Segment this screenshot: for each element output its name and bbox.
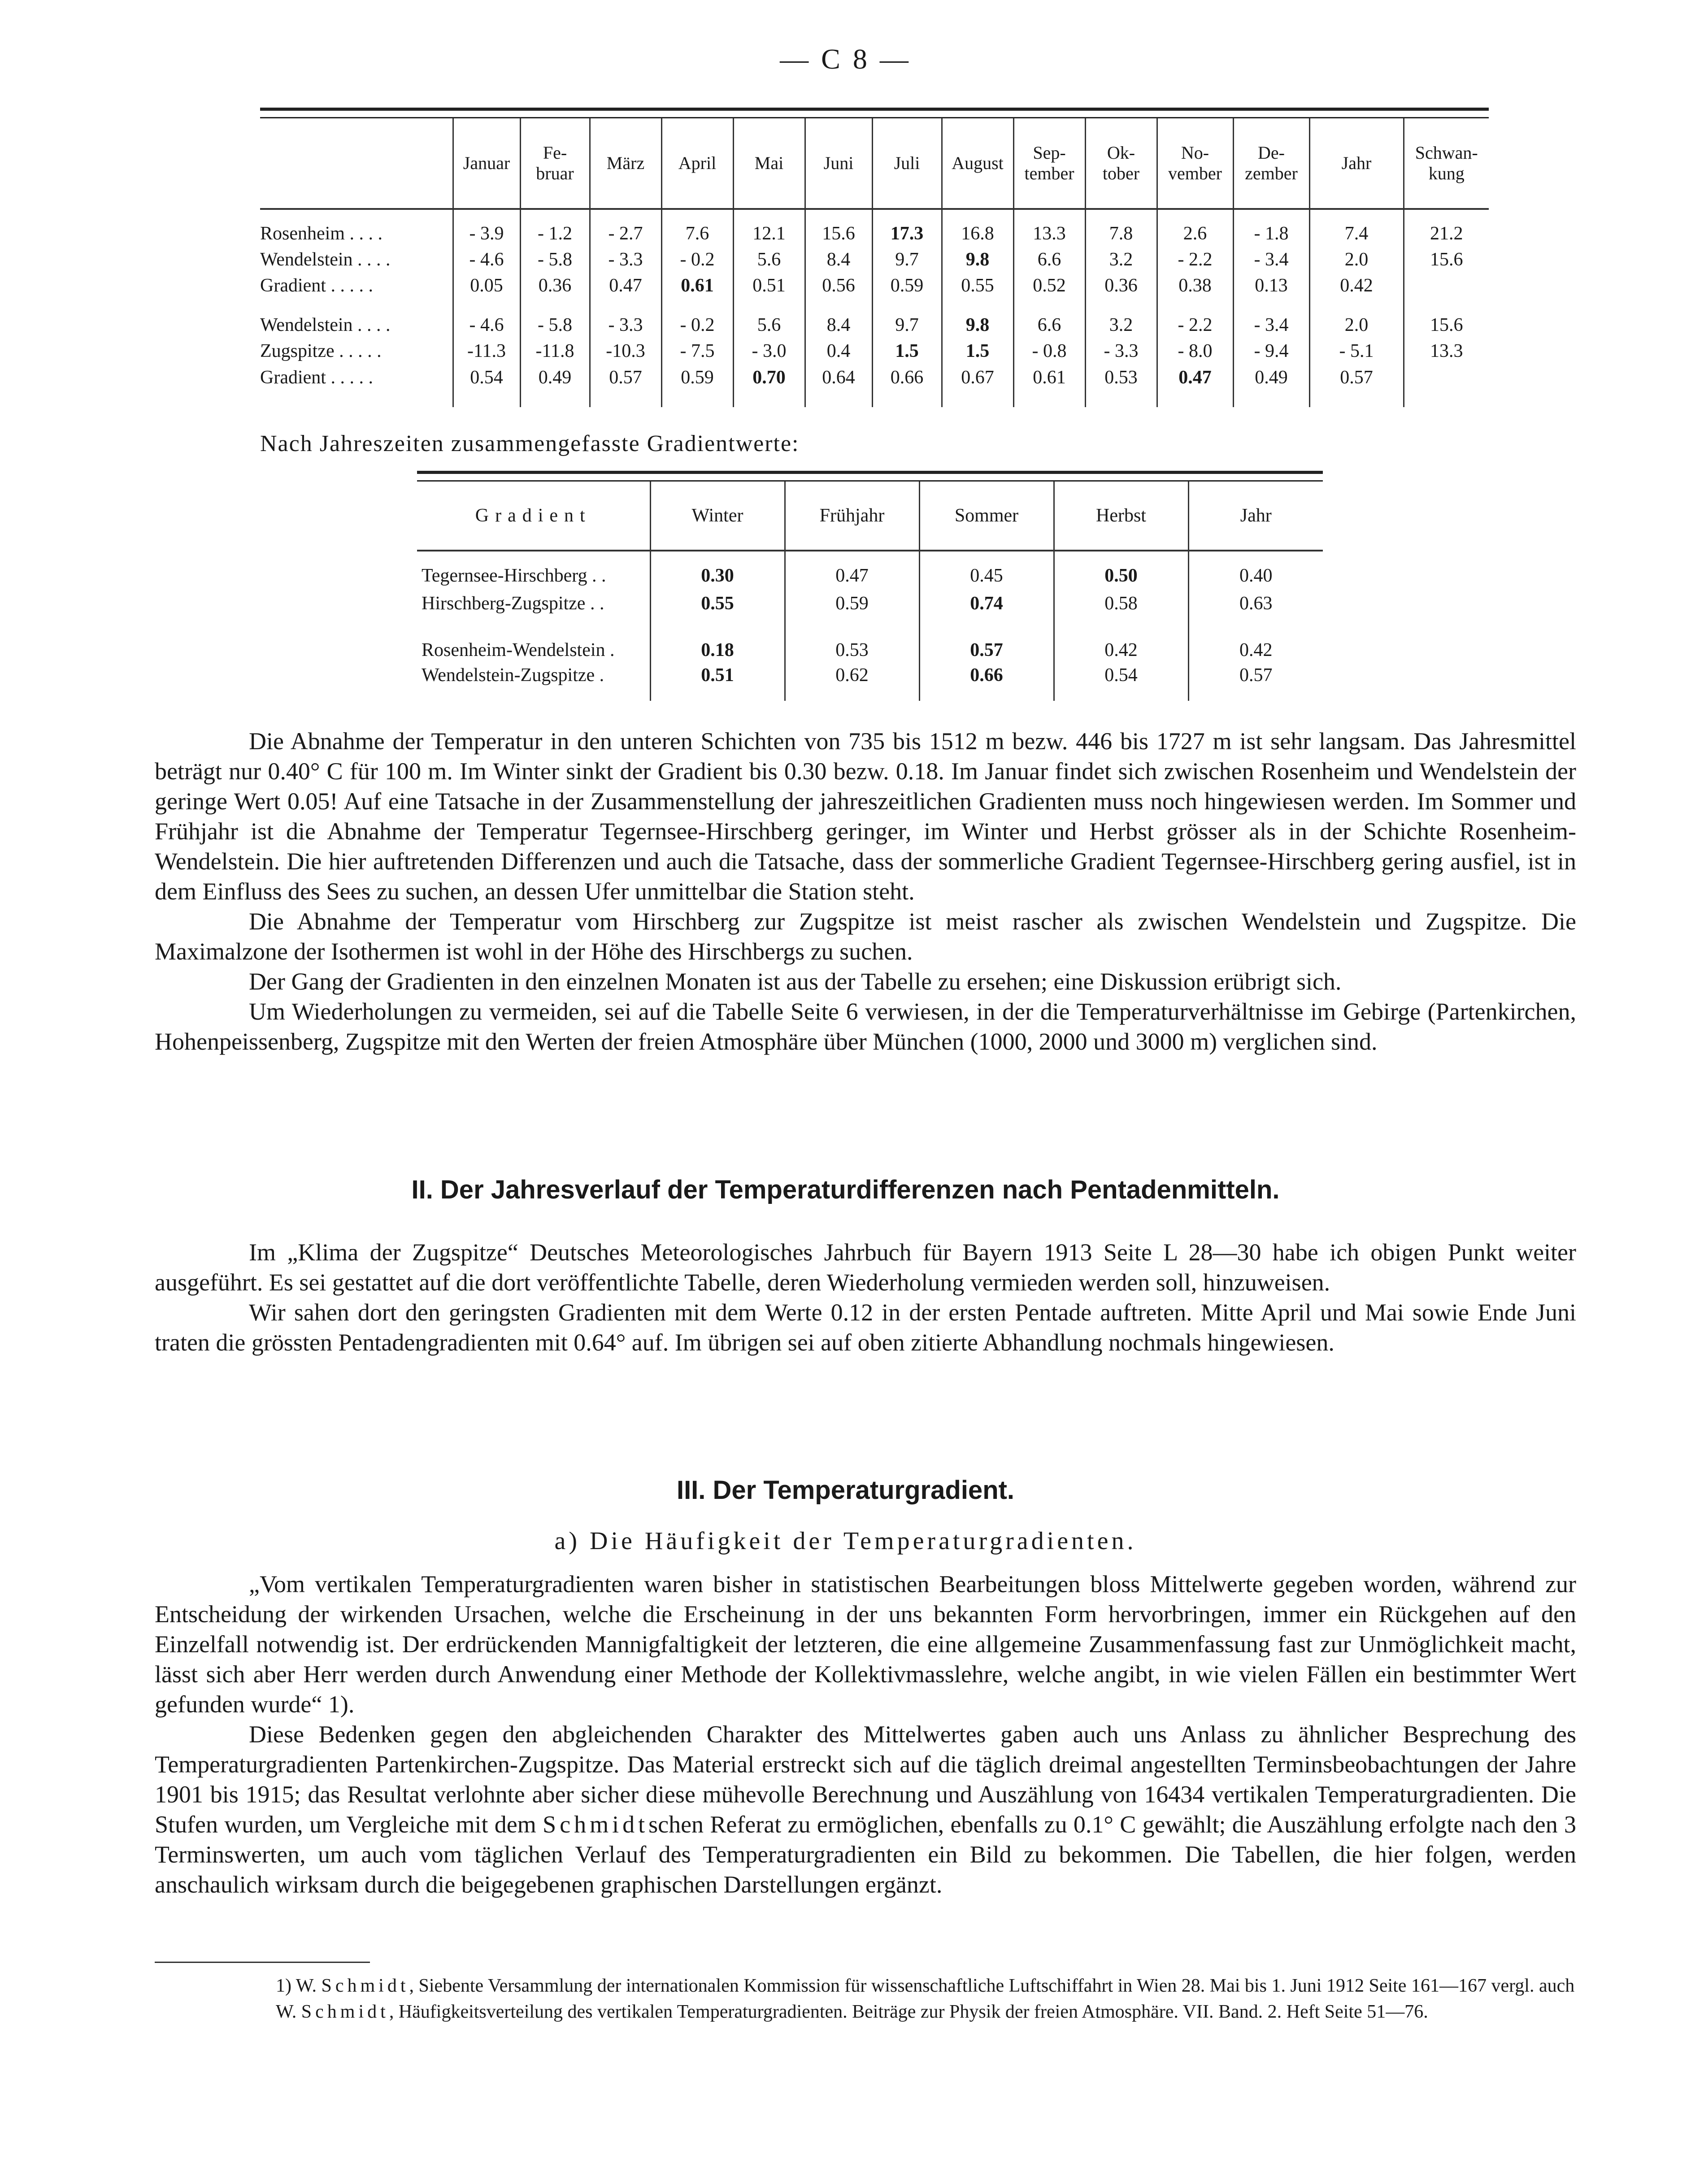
table-cell: 0.51 [733,273,805,299]
row-label: Rosenheim . . . . [260,223,383,244]
row-label: Wendelstein . . . . [260,315,391,335]
table-cell: 0.55 [650,590,785,617]
seasonal-gradient-table-wrapper [417,471,1323,701]
column-header: Jahr [1188,482,1323,551]
table-cell: 6.6 [1013,312,1085,338]
row-label: Tegernsee-Hirschberg . . [422,565,606,586]
row-label: Gradient . . . . . [260,275,373,296]
table-row [260,247,1489,273]
table-cell: 21.2 [1404,209,1489,247]
table-cell: 0.49 [520,364,590,407]
table-cell: - 4.6 [453,312,520,338]
column-header: März [590,118,661,209]
spacer-cell [1054,617,1188,636]
table-cell: 6.6 [1013,247,1085,273]
column-header: Herbst [1054,482,1188,551]
table-cell: 0.05 [453,273,520,299]
table-cell: 0.38 [1157,273,1233,299]
table-cell: 0.70 [733,364,805,407]
paragraph: Der Gang der Gradienten in den einzelnen Monaten ist aus der Tabelle zu ersehen; eine Diskussion erübrigt sich. [249,968,1342,995]
column-header [260,118,453,209]
table-cell: - 5.1 [1309,338,1404,364]
column-header: Schwan- kung [1404,118,1489,209]
table-cell: - 1.8 [1233,209,1309,247]
table-cell: 16.8 [942,209,1013,247]
column-header: Frühjahr [785,482,919,551]
column-header: Sep- tember [1013,118,1085,209]
spacer-cell [1013,299,1085,312]
paragraph [155,1719,1576,1900]
page-number: — C 8 — [780,43,911,75]
table-cell: 15.6 [1404,312,1489,338]
table-cell: - 3.0 [733,338,805,364]
column-header: Juni [805,118,872,209]
table-cell: 0.51 [650,664,785,701]
author-name: Schmidt [301,2002,389,2022]
column-header: April [661,118,733,209]
table-cell: 9.8 [942,247,1013,273]
column-header: Sommer [919,482,1054,551]
spacer-cell [590,299,661,312]
table-cell: 9.8 [942,312,1013,338]
row-label: Gradient . . . . . [260,367,373,388]
column-header: Juli [872,118,942,209]
table-row [260,312,1489,338]
table-cell: - 1.2 [520,209,590,247]
author-name: Schmidt [543,1811,649,1838]
table-cell: 0.4 [805,338,872,364]
column-header: No- vember [1157,118,1233,209]
table-cell [1404,364,1489,407]
footnote-text: , Siebente Versammlung der internationalen Kommission für wissenschaftliche Luftschiffahrt in Wien 28. Mai bis 1. Juni 1912 Seite 161—167 vergl. auch [409,1976,1575,1996]
table-cell: 15.6 [1404,247,1489,273]
table-row [260,338,1489,364]
table-cell: - 3.4 [1233,247,1309,273]
table-row [417,664,1323,701]
table-cell: 7.8 [1085,209,1157,247]
table-cell: 0.50 [1054,551,1188,590]
section-heading-2: II. Der Jahresverlauf der Temperaturdifferenzen nach Pentadenmitteln. [411,1175,1280,1204]
footnote-text: , Häufigkeitsverteilung des vertikalen Temperaturgradienten. Beiträge zur Physik der freien Atmosphäre. VII. Band. 2. Heft Seite 51—76. [389,2002,1428,2022]
table-cell: 0.52 [1013,273,1085,299]
table-cell: 8.4 [805,312,872,338]
paragraph-text: schen Referat zu ermöglichen, ebenfalls zu 0.1° C gewählt; die Auszählung erfolgte nach den 3 Terminswerten, um auch vom täglichen Verlauf des Temperaturgradienten ein Bild zu bekommen. Die Tabellen, die hier folgen, werden anschaulich wirksam durch die beigegebenen graphischen Darstellungen ergänzt. [155,1811,1576,1898]
footnote-marker: 1) W. [276,1976,317,1996]
table-row [260,273,1489,299]
table-cell: 7.6 [661,209,733,247]
spacer-cell [417,617,650,636]
table-cell: 0.59 [661,364,733,407]
section-2-text [155,1237,1576,1358]
spacer-cell [650,617,785,636]
section-heading-3: III. Der Temperaturgradient. [676,1476,1015,1505]
table-cell: 0.42 [1309,273,1404,299]
row-gap [417,617,1323,636]
table-cell: -11.8 [520,338,590,364]
table-cell: - 3.3 [1085,338,1157,364]
table-cell: 0.47 [590,273,661,299]
table-cell: -10.3 [590,338,661,364]
table-cell: 5.6 [733,247,805,273]
table-cell: 0.62 [785,664,919,701]
table-cell: 0.67 [942,364,1013,407]
table-cell: 0.64 [805,364,872,407]
paragraph: „Vom vertikalen Temperaturgradienten waren bisher in statistischen Bearbeitungen bloss Mittelwerte gegeben worden, während zur Entscheidung der wirkenden Ursachen, welche die Erscheinung in der uns bekannten Form hervorbringen, immer ein Rückgehen auf den Einzelfall notwendig ist. Der erdrückenden Mannigfaltigkeit der letzteren, die eine allgemeine Zusammenfassung fast zur Unmöglichkeit macht, lässt sich aber Herr werden durch Anwendung einer Methode der Kollektivmasslehre, welche angibt, in wie vielen Fällen ein bestimmter Wert gefunden wurde“ 1). [155,1571,1576,1718]
table-cell: 0.30 [650,551,785,590]
footnote-2 [155,1999,1576,2025]
spacer-cell [520,299,590,312]
column-header: De- zember [1233,118,1309,209]
table-cell: 0.59 [785,590,919,617]
table-cell: 0.57 [1188,664,1323,701]
paragraph: Um Wiederholungen zu vermeiden, sei auf die Tabelle Seite 6 verwiesen, in der die Temperaturverhältnisse im Gebirge (Partenkirchen, Hohenpeissenberg, Zugspitze mit den Werten der freien Atmosphäre über München (1000, 2000 und 3000 m) verglichen sind. [155,998,1576,1055]
row-label: Hirschberg-Zugspitze . . [422,593,604,614]
table-cell: 2.0 [1309,312,1404,338]
seasonal-intro-text: Nach Jahreszeiten zusammengefasste Gradientwerte: [260,431,800,456]
table-cell: 12.1 [733,209,805,247]
footnote-rule [155,1962,370,1963]
paragraph: Die Abnahme der Temperatur vom Hirschberg zur Zugspitze ist meist rascher als zwischen Wendelstein und Zugspitze. Die Maximalzone der Isothermen ist wohl in der Höhe des Hirschbergs zu suchen. [155,908,1576,965]
table-cell: 15.6 [805,209,872,247]
column-header: Gradient [417,482,650,551]
table-cell: 1.5 [872,338,942,364]
table-cell: 0.66 [919,664,1054,701]
spacer-cell [453,299,520,312]
table-cell: - 5.8 [520,247,590,273]
table-row [417,636,1323,664]
spacer-cell [733,299,805,312]
section-3-text [155,1569,1576,1900]
table-cell: 5.6 [733,312,805,338]
spacer-cell [805,299,872,312]
table-cell: 17.3 [872,209,942,247]
table-cell: 0.54 [1054,664,1188,701]
footnote-marker: W. [276,2002,297,2022]
monthly-gradient-table-wrapper [260,108,1489,407]
table-cell: 0.61 [661,273,733,299]
author-name: Schmidt [321,1976,409,1996]
table-cell: 13.3 [1013,209,1085,247]
table-cell: 2.6 [1157,209,1233,247]
spacer-cell [661,299,733,312]
row-label: Zugspitze . . . . . [260,341,382,361]
footnotes [155,1973,1576,2025]
table-cell: 0.57 [590,364,661,407]
table-cell: 0.53 [785,636,919,664]
spacer-cell [919,617,1054,636]
table-top-rule [417,471,1323,482]
table-cell: 9.7 [872,312,942,338]
paragraph: Im „Klima der Zugspitze“ Deutsches Meteorologisches Jahrbuch für Bayern 1913 Seite L 28—30 habe ich obigen Punkt weiter ausgeführt. Es sei gestattet auf die dort veröffentlichte Tabelle, deren Wiederholung vermieden werden soll, hinzuweisen. [155,1239,1576,1296]
table-cell: 3.2 [1085,312,1157,338]
table-cell: - 9.4 [1233,338,1309,364]
table-cell: 0.55 [942,273,1013,299]
table-row [260,364,1489,407]
table-cell: 0.58 [1054,590,1188,617]
table-cell: 7.4 [1309,209,1404,247]
paragraph-text: Diese Bedenken gegen den abgleichenden Charakter des Mittelwertes gaben auch uns Anlass zu ähnlicher Besprechung des Temperaturgradienten Partenkirchen-Zugspitze. Das Material erstreckt sich auf die täglich dreimal angestellten Terminsbeobachtungen der Jahre 1901 bis 1915; das Resultat verlohnte aber sicher diese mühevolle Berechnung und Auszählung von 16434 vertikalen Temperaturgradienten. Die Stufen wurden, um Vergleiche mit dem [155,1721,1576,1838]
table-row [417,551,1323,590]
table-cell: 0.42 [1188,636,1323,664]
table-cell: 0.54 [453,364,520,407]
section-subheading-3a: a) Die Häufigkeit der Temperaturgradienten. [554,1527,1137,1555]
table-cell: 0.57 [919,636,1054,664]
spacer-cell [1157,299,1233,312]
spacer-cell [1309,299,1404,312]
table-cell: 0.47 [1157,364,1233,407]
table-cell: 0.13 [1233,273,1309,299]
seasonal-gradient-table [417,482,1323,701]
table-cell: - 3.3 [590,312,661,338]
column-header: Januar [453,118,520,209]
table-cell: 0.40 [1188,551,1323,590]
table-cell: - 2.7 [590,209,661,247]
table-cell: 0.36 [520,273,590,299]
spacer-cell [1188,617,1323,636]
spacer-cell [785,617,919,636]
row-label: Wendelstein-Zugspitze . [422,665,604,686]
column-header: Fe- bruar [520,118,590,209]
table-cell: - 7.5 [661,338,733,364]
paragraph: Die Abnahme der Temperatur in den unteren Schichten von 735 bis 1512 m bezw. 446 bis 1727 m ist sehr langsam. Das Jahresmittel beträgt nur 0.40° C für 100 m. Im Winter sinkt der Gradient bis 0.30 bezw. 0.18. Im Januar findet sich zwischen Rosenheim und Wendelstein der geringe Wert 0.05! Auf eine Tatsache in der Zusammenstellung der jahreszeitlichen Gradienten muss noch hingewiesen werden. Im Sommer und Frühjahr ist die Abnahme der Temperatur Tegernsee-Hirschberg geringer, im Winter und Herbst grösser als in der Schichte Rosenheim-Wendelstein. Die hier auftretenden Differenzen und auch die Tatsache, dass der sommerliche Gradient Tegernsee-Hirschberg gering ausfiel, ist in dem Einfluss des Sees zu suchen, an dessen Ufer unmittelbar die Station steht. [155,728,1576,905]
table-cell: -11.3 [453,338,520,364]
table-cell: - 8.0 [1157,338,1233,364]
row-label: Wendelstein . . . . [260,249,391,270]
table-cell: - 4.6 [453,247,520,273]
table-cell: - 3.3 [590,247,661,273]
table-cell: 0.49 [1233,364,1309,407]
spacer-cell [942,299,1013,312]
table-cell: - 0.8 [1013,338,1085,364]
table-cell: - 0.2 [661,312,733,338]
column-header: Mai [733,118,805,209]
monthly-gradient-table [260,118,1489,407]
spacer-cell [1233,299,1309,312]
table-cell: 0.57 [1309,364,1404,407]
table-cell: 8.4 [805,247,872,273]
table-cell [1404,273,1489,299]
table-cell: - 2.2 [1157,247,1233,273]
table-cell: 0.74 [919,590,1054,617]
footnote-1 [155,1973,1576,1999]
section-1-text [155,726,1576,1057]
column-header: Jahr [1309,118,1404,209]
table-cell: - 0.2 [661,247,733,273]
table-cell: 0.42 [1054,636,1188,664]
table-cell: 0.56 [805,273,872,299]
table-cell: 0.47 [785,551,919,590]
spacer-cell [872,299,942,312]
row-label: Rosenheim-Wendelstein . [422,640,615,660]
table-top-rule [260,108,1489,118]
row-gap [260,299,1489,312]
spacer-cell [1404,299,1489,312]
column-header: Ok- tober [1085,118,1157,209]
paragraph: Wir sahen dort den geringsten Gradienten mit dem Werte 0.12 in der ersten Pentade auftreten. Mitte April und Mai sowie Ende Juni traten die grössten Pentadengradienten mit 0.64° auf. Im übrigen sei auf oben zitierte Abhandlung nochmals hingewiesen. [155,1299,1576,1356]
table-cell: 3.2 [1085,247,1157,273]
table-cell: 0.63 [1188,590,1323,617]
table-cell: 0.61 [1013,364,1085,407]
table-cell: - 5.8 [520,312,590,338]
column-header: Winter [650,482,785,551]
table-cell: 0.53 [1085,364,1157,407]
table-row [260,209,1489,247]
table-cell: 0.66 [872,364,942,407]
spacer-cell [1085,299,1157,312]
column-header: August [942,118,1013,209]
table-cell: 0.18 [650,636,785,664]
table-row [417,590,1323,617]
table-cell: - 3.4 [1233,312,1309,338]
table-cell: 13.3 [1404,338,1489,364]
table-cell: 0.45 [919,551,1054,590]
spacer-cell [260,299,453,312]
table-cell: - 3.9 [453,209,520,247]
table-cell: 2.0 [1309,247,1404,273]
table-cell: - 2.2 [1157,312,1233,338]
table-cell: 0.59 [872,273,942,299]
table-cell: 9.7 [872,247,942,273]
table-cell: 1.5 [942,338,1013,364]
table-cell: 0.36 [1085,273,1157,299]
